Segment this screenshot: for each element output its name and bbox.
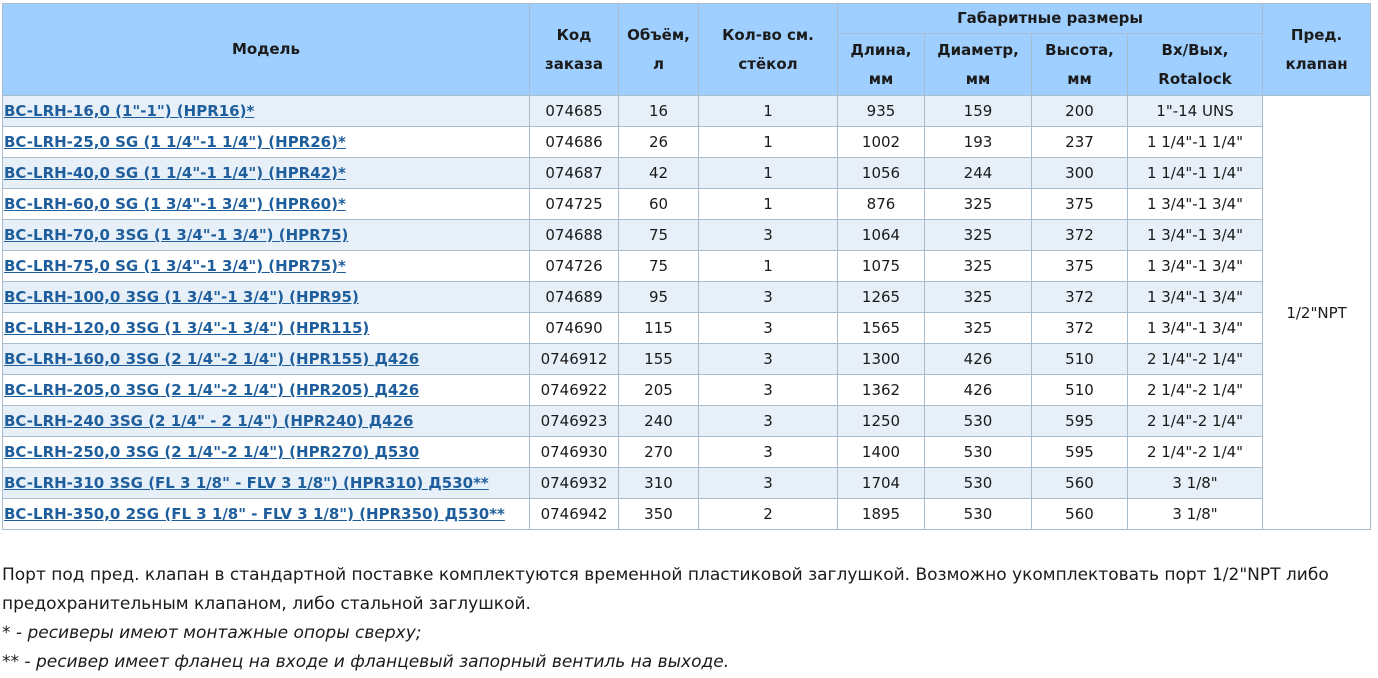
model-link[interactable]: BC-LRH-70,0 3SG (1 3/4"-1 3/4") (HPR75) (4, 226, 349, 244)
header-model: Модель (3, 4, 530, 96)
note-double-star: ** - ресивер имеет фланец на входе и фланцевый запорный вентиль на выходе. (2, 652, 730, 672)
table-body (3, 96, 1371, 530)
cell-height: 300 (1032, 158, 1128, 189)
cell-glasses: 3 (699, 313, 838, 344)
table-row (3, 158, 1371, 189)
cell-model (3, 189, 530, 220)
cell-code: 074690 (530, 313, 619, 344)
cell-volume: 205 (619, 375, 699, 406)
cell-diameter: 325 (925, 282, 1032, 313)
cell-code: 074688 (530, 220, 619, 251)
cell-length: 1565 (838, 313, 925, 344)
cell-code: 0746930 (530, 437, 619, 468)
header-glasses: Кол-во см. стёкол (699, 4, 838, 96)
cell-length: 1064 (838, 220, 925, 251)
table-row (3, 220, 1371, 251)
cell-code: 074726 (530, 251, 619, 282)
header-height: Высота, мм (1032, 34, 1128, 96)
cell-height: 595 (1032, 406, 1128, 437)
model-link[interactable]: BC-LRH-310 3SG (FL 3 1/8" - FLV 3 1/8") (HPR310) Д530** (4, 474, 489, 492)
cell-height: 372 (1032, 220, 1128, 251)
cell-glasses: 1 (699, 189, 838, 220)
cell-model (3, 127, 530, 158)
cell-diameter: 325 (925, 189, 1032, 220)
cell-code: 0746932 (530, 468, 619, 499)
cell-volume: 75 (619, 251, 699, 282)
cell-model (3, 251, 530, 282)
cell-height: 375 (1032, 251, 1128, 282)
cell-diameter: 530 (925, 468, 1032, 499)
model-link[interactable]: BC-LRH-16,0 (1"-1") (HPR16)* (4, 102, 255, 120)
cell-inout: 3 1/8" (1128, 499, 1263, 530)
table-row (3, 468, 1371, 499)
cell-inout: 3 1/8" (1128, 468, 1263, 499)
cell-diameter: 244 (925, 158, 1032, 189)
model-link[interactable]: BC-LRH-60,0 SG (1 3/4"-1 3/4") (HPR60)* (4, 195, 346, 213)
cell-height: 200 (1032, 96, 1128, 127)
note-port: Порт под пред. клапан в стандартной поставке комплектуются временной пластиковой заглушкой. Возможно укомплектовать порт 1/2"NPT либо предохранительным клапаном, либо стальной заглушкой. (2, 565, 1329, 614)
cell-volume: 270 (619, 437, 699, 468)
cell-height: 560 (1032, 468, 1128, 499)
cell-volume: 60 (619, 189, 699, 220)
cell-glasses: 2 (699, 499, 838, 530)
cell-code: 0746922 (530, 375, 619, 406)
cell-inout: 1 3/4"-1 3/4" (1128, 220, 1263, 251)
cell-glasses: 1 (699, 251, 838, 282)
cell-model (3, 96, 530, 127)
cell-inout: 2 1/4"-2 1/4" (1128, 406, 1263, 437)
cell-diameter: 325 (925, 220, 1032, 251)
cell-model (3, 437, 530, 468)
header-inout: Вх/Вых, Rotalock (1128, 34, 1263, 96)
model-link[interactable]: BC-LRH-250,0 3SG (2 1/4"-2 1/4") (HPR270) Д530 (4, 443, 420, 461)
table-header (3, 4, 1371, 96)
cell-glasses: 3 (699, 437, 838, 468)
model-link[interactable]: BC-LRH-40,0 SG (1 1/4"-1 1/4") (HPR42)* (4, 164, 346, 182)
cell-volume: 95 (619, 282, 699, 313)
cell-valve: 1/2"NPT (1263, 96, 1371, 530)
table-row (3, 127, 1371, 158)
cell-length: 1362 (838, 375, 925, 406)
receivers-spec-table (2, 3, 1371, 530)
header-diameter: Диаметр, мм (925, 34, 1032, 96)
model-link[interactable]: BC-LRH-120,0 3SG (1 3/4"-1 3/4") (HPR115) (4, 319, 370, 337)
cell-height: 510 (1032, 375, 1128, 406)
cell-diameter: 193 (925, 127, 1032, 158)
table-row (3, 313, 1371, 344)
header-length: Длина, мм (838, 34, 925, 96)
cell-inout: 2 1/4"-2 1/4" (1128, 344, 1263, 375)
cell-code: 074685 (530, 96, 619, 127)
cell-diameter: 426 (925, 375, 1032, 406)
cell-glasses: 3 (699, 406, 838, 437)
cell-diameter: 325 (925, 313, 1032, 344)
cell-length: 1265 (838, 282, 925, 313)
cell-glasses: 1 (699, 96, 838, 127)
table-row (3, 406, 1371, 437)
cell-code: 074687 (530, 158, 619, 189)
cell-inout: 1 3/4"-1 3/4" (1128, 251, 1263, 282)
cell-volume: 16 (619, 96, 699, 127)
cell-code: 074725 (530, 189, 619, 220)
cell-inout: 1 3/4"-1 3/4" (1128, 189, 1263, 220)
cell-height: 595 (1032, 437, 1128, 468)
table-row (3, 189, 1371, 220)
cell-model (3, 282, 530, 313)
cell-inout: 1 1/4"-1 1/4" (1128, 127, 1263, 158)
cell-model (3, 220, 530, 251)
cell-volume: 42 (619, 158, 699, 189)
cell-height: 510 (1032, 344, 1128, 375)
cell-volume: 115 (619, 313, 699, 344)
model-link[interactable]: BC-LRH-240 3SG (2 1/4" - 2 1/4") (HPR240) Д426 (4, 412, 414, 430)
cell-volume: 155 (619, 344, 699, 375)
table-row (3, 251, 1371, 282)
cell-model (3, 313, 530, 344)
cell-glasses: 1 (699, 127, 838, 158)
cell-inout: 1 3/4"-1 3/4" (1128, 282, 1263, 313)
cell-diameter: 530 (925, 406, 1032, 437)
header-volume: Объём, л (619, 4, 699, 96)
table-row (3, 437, 1371, 468)
cell-height: 560 (1032, 499, 1128, 530)
cell-code: 0746923 (530, 406, 619, 437)
cell-code: 074686 (530, 127, 619, 158)
cell-length: 1300 (838, 344, 925, 375)
cell-length: 1075 (838, 251, 925, 282)
cell-length: 1895 (838, 499, 925, 530)
cell-inout: 2 1/4"-2 1/4" (1128, 375, 1263, 406)
cell-volume: 26 (619, 127, 699, 158)
cell-glasses: 3 (699, 220, 838, 251)
cell-glasses: 3 (699, 344, 838, 375)
cell-length: 876 (838, 189, 925, 220)
cell-length: 1400 (838, 437, 925, 468)
table-row (3, 499, 1371, 530)
header-dimensions: Габаритные размеры (838, 4, 1263, 34)
cell-height: 375 (1032, 189, 1128, 220)
cell-glasses: 3 (699, 282, 838, 313)
cell-height: 372 (1032, 313, 1128, 344)
model-link[interactable]: BC-LRH-25,0 SG (1 1/4"-1 1/4") (HPR26)* (4, 133, 346, 151)
table-row (3, 282, 1371, 313)
model-link[interactable]: BC-LRH-160,0 3SG (2 1/4"-2 1/4") (HPR155) Д426 (4, 350, 420, 368)
cell-volume: 75 (619, 220, 699, 251)
cell-length: 935 (838, 96, 925, 127)
cell-glasses: 3 (699, 468, 838, 499)
cell-volume: 310 (619, 468, 699, 499)
model-link[interactable]: BC-LRH-205,0 3SG (2 1/4"-2 1/4") (HPR205) Д426 (4, 381, 420, 399)
header-valve: Пред. клапан (1263, 4, 1371, 96)
model-link[interactable]: BC-LRH-75,0 SG (1 3/4"-1 3/4") (HPR75)* (4, 257, 346, 275)
cell-code: 0746912 (530, 344, 619, 375)
cell-diameter: 159 (925, 96, 1032, 127)
cell-height: 372 (1032, 282, 1128, 313)
table-row (3, 344, 1371, 375)
cell-inout: 1 3/4"-1 3/4" (1128, 313, 1263, 344)
table-row (3, 96, 1371, 127)
cell-code: 0746942 (530, 499, 619, 530)
cell-model (3, 158, 530, 189)
notes (2, 561, 1374, 677)
cell-diameter: 530 (925, 499, 1032, 530)
cell-diameter: 325 (925, 251, 1032, 282)
cell-inout: 1"-14 UNS (1128, 96, 1263, 127)
model-link[interactable]: BC-LRH-350,0 2SG (FL 3 1/8" - FLV 3 1/8") (HPR350) Д530** (4, 505, 505, 523)
cell-volume: 240 (619, 406, 699, 437)
cell-model (3, 406, 530, 437)
cell-code: 074689 (530, 282, 619, 313)
cell-model (3, 344, 530, 375)
model-link[interactable]: BC-LRH-100,0 3SG (1 3/4"-1 3/4") (HPR95) (4, 288, 359, 306)
cell-length: 1250 (838, 406, 925, 437)
header-code: Код заказа (530, 4, 619, 96)
cell-model (3, 375, 530, 406)
cell-length: 1704 (838, 468, 925, 499)
note-star: * - ресиверы имеют монтажные опоры сверху; (2, 623, 422, 643)
cell-length: 1056 (838, 158, 925, 189)
cell-volume: 350 (619, 499, 699, 530)
cell-diameter: 426 (925, 344, 1032, 375)
cell-model (3, 468, 530, 499)
cell-height: 237 (1032, 127, 1128, 158)
table-row (3, 375, 1371, 406)
cell-inout: 2 1/4"-2 1/4" (1128, 437, 1263, 468)
cell-inout: 1 1/4"-1 1/4" (1128, 158, 1263, 189)
cell-model (3, 499, 530, 530)
cell-glasses: 3 (699, 375, 838, 406)
cell-glasses: 1 (699, 158, 838, 189)
cell-length: 1002 (838, 127, 925, 158)
cell-diameter: 530 (925, 437, 1032, 468)
